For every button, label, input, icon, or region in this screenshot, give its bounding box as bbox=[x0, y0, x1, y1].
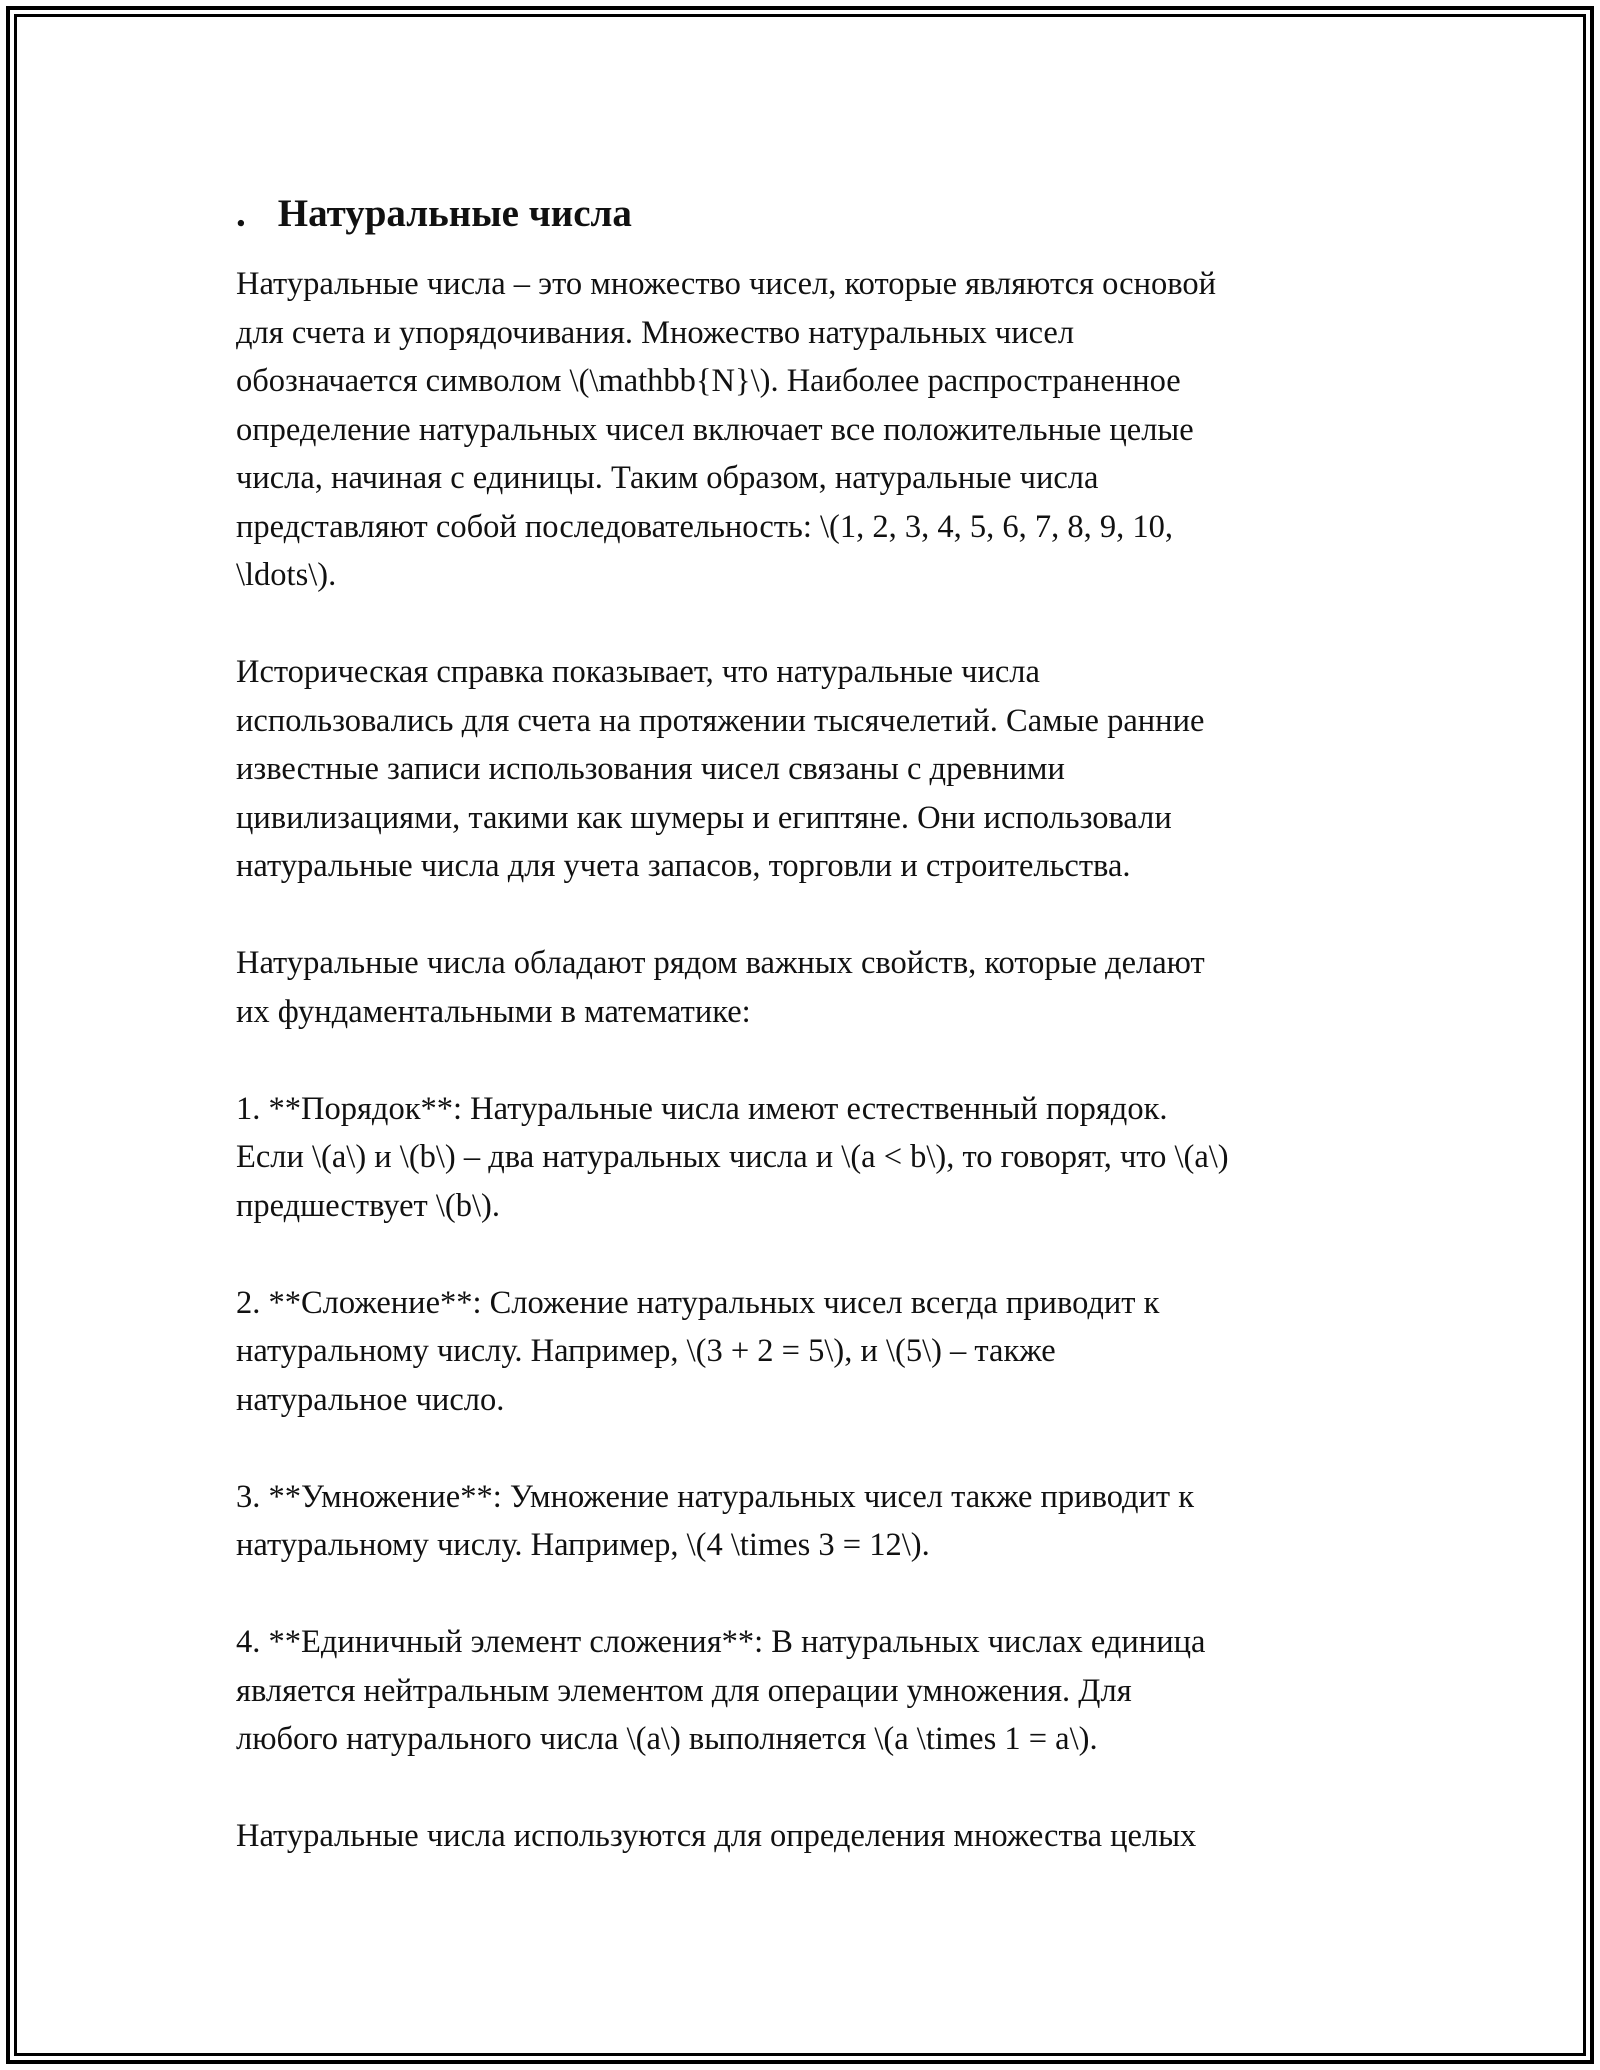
text-line: Натуральные числа обладают рядом важных свойств, которые делают bbox=[236, 945, 1205, 981]
paragraph bbox=[236, 939, 1366, 1036]
text-line: Натуральные числа – это множество чисел, которые являются основой bbox=[236, 266, 1216, 302]
body-text bbox=[236, 260, 1366, 1861]
paragraph bbox=[236, 648, 1366, 891]
section-title: Натуральные числа bbox=[277, 192, 632, 235]
text-line: предшествует \(b\). bbox=[236, 1187, 500, 1224]
text-line: является нейтральным элементом для операции умножения. Для bbox=[236, 1672, 1132, 1709]
document-page bbox=[236, 186, 1366, 1909]
text-line: представляют собой последовательность: \(1, 2, 3, 4, 5, 6, 7, 8, 9, 10, bbox=[236, 508, 1173, 545]
paragraph bbox=[236, 1473, 1366, 1570]
text-line: известные записи использования чисел связаны с древними bbox=[236, 751, 1065, 787]
text-line: Историческая справка показывает, что натуральные числа bbox=[236, 654, 1040, 690]
text-line: любого натурального числа \(a\) выполняется \(a \times 1 = a\). bbox=[236, 1721, 1098, 1757]
text-line: натуральные числа для учета запасов, торговли и строительства. bbox=[236, 848, 1131, 884]
text-line: Натуральные числа используются для определения множества целых bbox=[236, 1818, 1197, 1854]
text-line: 2. **Сложение**: Сложение натуральных чисел всегда приводит к bbox=[236, 1284, 1160, 1321]
text-line: цивилизациями, такими как шумеры и египтяне. Они использовали bbox=[236, 799, 1172, 836]
text-line: Если \(a\) и \(b\) – два натуральных числа и \(a < b\), то говорят, что \(a\) bbox=[236, 1139, 1229, 1175]
paragraph bbox=[236, 1085, 1366, 1231]
text-line: \ldots\). bbox=[236, 557, 337, 593]
text-line: использовались для счета на протяжении тысячелетий. Самые ранние bbox=[236, 702, 1205, 739]
text-line: определение натуральных чисел включает все положительные целые bbox=[236, 411, 1194, 448]
text-line: 1. **Порядок**: Натуральные числа имеют естественный порядок. bbox=[236, 1090, 1168, 1127]
text-line: натуральному числу. Например, \(3 + 2 = 5\), и \(5\) – также bbox=[236, 1333, 1056, 1369]
section-number: . bbox=[236, 192, 246, 235]
text-line: 3. **Умножение**: Умножение натуральных чисел также приводит к bbox=[236, 1478, 1195, 1515]
text-line: натуральное число. bbox=[236, 1381, 505, 1418]
paragraph bbox=[236, 260, 1366, 600]
paragraph bbox=[236, 1279, 1366, 1425]
text-line: числа, начиная с единицы. Таким образом, натуральные числа bbox=[236, 460, 1099, 496]
text-line: 4. **Единичный элемент сложения**: В натуральных числах единица bbox=[236, 1624, 1206, 1660]
text-line: обозначается символом \(\mathbb{N}\). Наиболее распространенное bbox=[236, 363, 1181, 399]
text-line: натуральному числу. Например, \(4 \times 3 = 12\). bbox=[236, 1527, 930, 1563]
text-line: их фундаментальными в математике: bbox=[236, 993, 751, 1030]
paragraph bbox=[236, 1618, 1366, 1764]
text-line: для счета и упорядочивания. Множество натуральных чисел bbox=[236, 314, 1075, 351]
section-heading bbox=[236, 186, 1366, 242]
paragraph bbox=[236, 1812, 1366, 1861]
